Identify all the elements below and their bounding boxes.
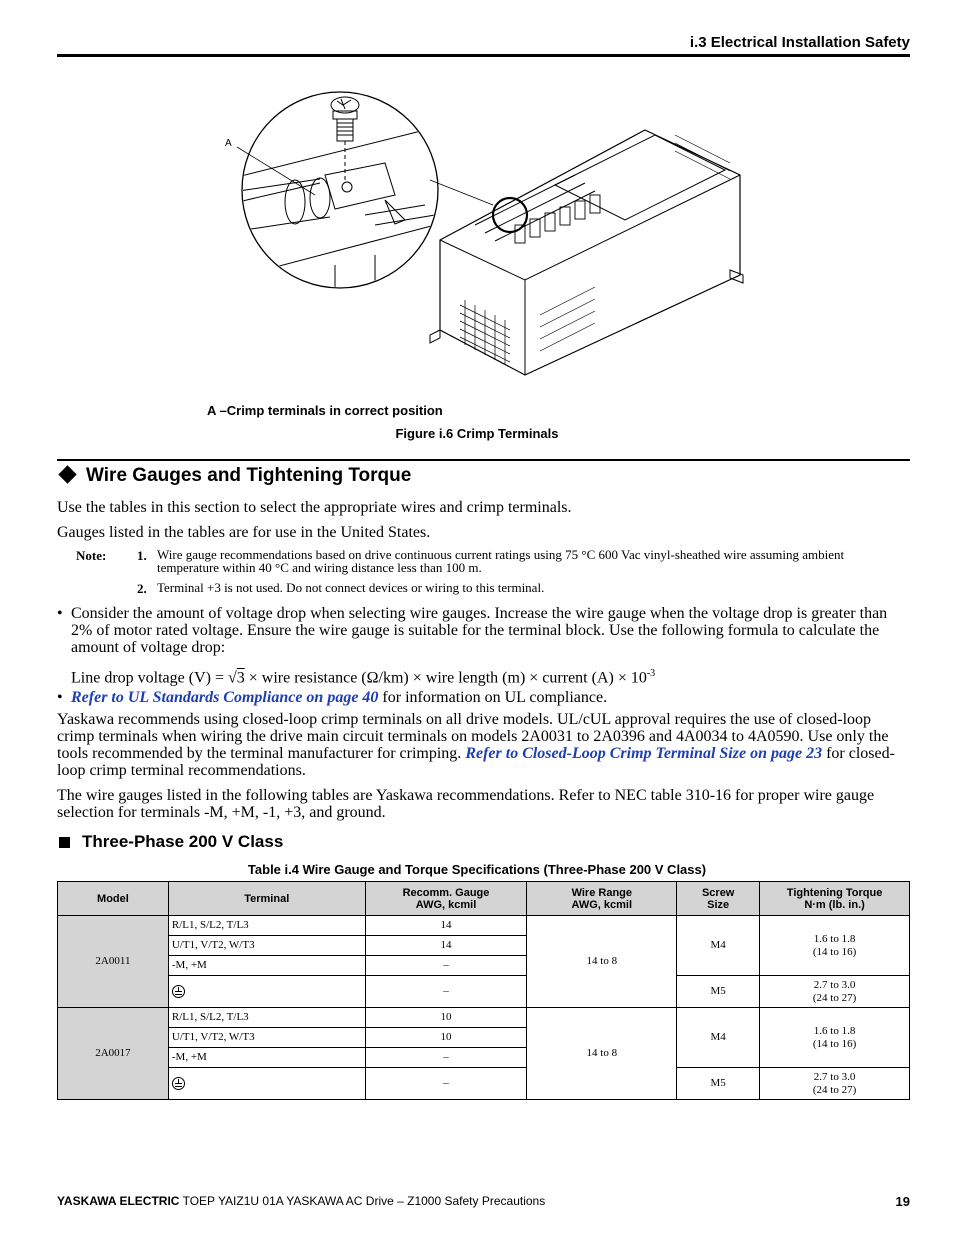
gauge-cell: 14 bbox=[365, 916, 527, 936]
paragraph: Gauges listed in the tables are for use in the United States. bbox=[57, 524, 431, 541]
screw-cell: M4 bbox=[677, 916, 760, 976]
bullet-text: Consider the amount of voltage drop when selecting wire gauges. Increase the wire gauge when the voltage drop is greater than 2% of motor rated voltage. Ensure the wire gauge is suitable for the terminal block. Use the following formula to calculate the amount of voltage drop: bbox=[71, 605, 888, 656]
terminal-cell: U/T1, V/T2, W/T3 bbox=[168, 936, 365, 956]
terminal-cell: -M, +M bbox=[168, 956, 365, 976]
gauge-cell: – bbox=[365, 1068, 527, 1100]
col-model: Model bbox=[58, 882, 169, 916]
col-terminal: Terminal bbox=[168, 882, 365, 916]
gauge-cell: 10 bbox=[365, 1028, 527, 1048]
paragraph: The wire gauges listed in the following tables are Yaskawa recommendations. Refer to NEC table 310-16 for proper wire gauge selection for terminals -M, +M, -1, +3, and ground. bbox=[57, 787, 875, 821]
torque-cell: 2.7 to 3.0 (24 to 27) bbox=[760, 976, 910, 1008]
ground-icon bbox=[172, 985, 185, 998]
voltage-drop-formula: Line drop voltage (V) = √3 × wire resistance (Ω/km) × wire length (m) × current $(A) \times 10^{-3}$ bbox=[71, 668, 656, 687]
torque-cell: 1.6 to 1.8 (14 to 16) bbox=[760, 1008, 910, 1068]
footer-doc: TOEP YAIZ1U 01A YASKAWA AC Drive – Z1000 Safety Precautions bbox=[179, 1194, 546, 1208]
col-wire-range: Wire Range AWG, kcmil bbox=[527, 882, 677, 916]
gauge-cell: – bbox=[365, 976, 527, 1008]
col-screw-size: Screw Size bbox=[677, 882, 760, 916]
table-row bbox=[58, 916, 910, 936]
note-text: Wire gauge recommendations based on drive continuous current ratings using 75 °C 600 Vac vinyl-sheathed wire assuming ambient temperature within 40 °C and wiring distance less than 100 m. bbox=[157, 547, 845, 575]
figure-caption: Figure i.6 Crimp Terminals bbox=[395, 426, 559, 441]
terminal-cell: R/L1, S/L2, T/L3 bbox=[168, 916, 365, 936]
table-row bbox=[58, 1008, 910, 1028]
note-label: Note: bbox=[76, 548, 107, 563]
crimp-terminal-figure bbox=[225, 75, 745, 400]
header-rule bbox=[57, 54, 910, 57]
model-cell: 2A0017 bbox=[58, 1008, 169, 1100]
callout-letter: A bbox=[225, 138, 232, 149]
gauge-cell: 14 bbox=[365, 936, 527, 956]
crimp-terminal-size-link[interactable]: Refer to Closed-Loop Crimp Terminal Size on page 23 bbox=[465, 745, 823, 762]
gauge-cell: – bbox=[365, 1048, 527, 1068]
bullet-dot: • bbox=[57, 605, 63, 622]
screw-cell: M5 bbox=[677, 976, 760, 1008]
table-header-row bbox=[58, 882, 910, 916]
terminal-cell: R/L1, S/L2, T/L3 bbox=[168, 1008, 365, 1028]
wire-gauge-table bbox=[57, 881, 910, 1100]
paragraph: Yaskawa recommends using closed-loop crimp terminals on all drive models. UL/cUL approval requires the use of closed-loop crimp terminals when wiring the drive main circuit terminals on models 2A0031 to 2A0396 and 4A0034 to 4A0590. Use only the tools recommended by the terminal manufacturer for crimping. Refer to Closed-Loop Crimp Terminal Size on page 23 for closed-loop crimp terminal recommendations. bbox=[57, 711, 895, 779]
col-tightening-torque: Tightening Torque N·m (lb. in.) bbox=[760, 882, 910, 916]
gauge-cell: 10 bbox=[365, 1008, 527, 1028]
section-rule bbox=[57, 459, 910, 461]
screw-cell: M4 bbox=[677, 1008, 760, 1068]
ul-compliance-link[interactable]: Refer to UL Standards Compliance on page 40 bbox=[71, 689, 379, 706]
terminal-cell: U/T1, V/T2, W/T3 bbox=[168, 1028, 365, 1048]
table-row bbox=[58, 976, 910, 1008]
terminal-cell bbox=[168, 1068, 365, 1100]
page-footer bbox=[57, 1194, 545, 1208]
col-recomm-gauge: Recomm. Gauge AWG, kcmil bbox=[365, 882, 527, 916]
note-number: 1. bbox=[137, 548, 147, 563]
screw-cell: M5 bbox=[677, 1068, 760, 1100]
note-text: Terminal +3 is not used. Do not connect devices or wiring to this terminal. bbox=[157, 580, 545, 595]
ground-icon bbox=[172, 1077, 185, 1090]
figure-legend: A –Crimp terminals in correct position bbox=[207, 403, 443, 418]
model-cell: 2A0011 bbox=[58, 916, 169, 1008]
bullet-dot: • bbox=[57, 689, 63, 706]
square-bullet-icon bbox=[59, 837, 70, 848]
wire-range-cell: 14 to 8 bbox=[527, 1008, 677, 1100]
footer-brand: YASKAWA ELECTRIC bbox=[57, 1194, 180, 1208]
sqrt-symbol: √ bbox=[227, 669, 237, 687]
subsection-title: Three-Phase 200 V Class bbox=[57, 832, 283, 852]
wire-range-cell: 14 to 8 bbox=[527, 916, 677, 1008]
gauge-cell: – bbox=[365, 956, 527, 976]
running-header: i.3 Electrical Installation Safety bbox=[689, 34, 910, 51]
page-number: 19 bbox=[895, 1194, 910, 1209]
note-number: 2. bbox=[137, 581, 147, 596]
table-row bbox=[58, 1068, 910, 1100]
paragraph: Use the tables in this section to select the appropriate wires and crimp terminals. bbox=[57, 499, 572, 516]
terminal-cell bbox=[168, 976, 365, 1008]
section-title: Wire Gauges and Tightening Torque bbox=[57, 465, 411, 487]
table-caption: Table i.4 Wire Gauge and Torque Specifications (Three-Phase 200 V Class) bbox=[247, 862, 707, 877]
diamond-icon bbox=[58, 466, 76, 484]
torque-cell: 2.7 to 3.0 (24 to 27) bbox=[760, 1068, 910, 1100]
bullet-text: Refer to UL Standards Compliance on page 40 for information on UL compliance. bbox=[71, 689, 608, 706]
torque-cell: 1.6 to 1.8 (14 to 16) bbox=[760, 916, 910, 976]
terminal-cell: -M, +M bbox=[168, 1048, 365, 1068]
